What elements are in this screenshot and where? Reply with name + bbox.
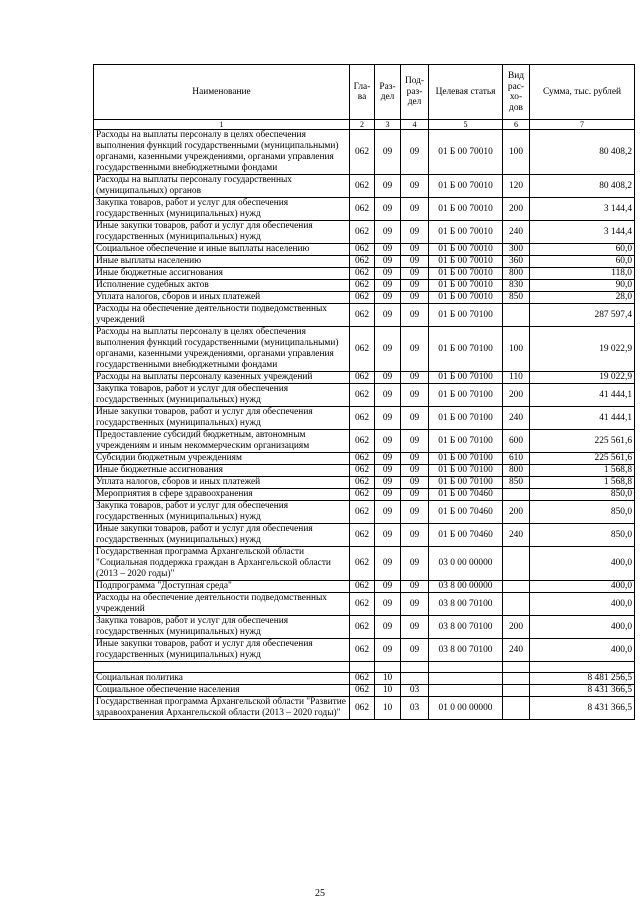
cell-summa: 287 597,4 xyxy=(530,304,635,327)
cell-podrazdel: 09 xyxy=(401,593,429,616)
empty-cell xyxy=(429,662,503,673)
table-row xyxy=(94,489,635,501)
table-row xyxy=(94,685,635,697)
colnum: 6 xyxy=(503,120,530,130)
cell-tselevaya: 01 Б 00 70100 xyxy=(429,430,503,453)
cell-name: Подпрограмма "Доступная среда" xyxy=(94,581,350,593)
cell-tselevaya: 01 Б 00 70010 xyxy=(429,221,503,244)
cell-podrazdel: 09 xyxy=(401,372,429,384)
cell-razdel: 09 xyxy=(375,384,401,407)
cell-tselevaya: 01 Б 00 70010 xyxy=(429,256,503,268)
cell-name: Закупка товаров, работ и услуг для обеспечения государственных (муниципальных) нужд xyxy=(94,501,350,524)
cell-razdel: 09 xyxy=(375,292,401,304)
cell-podrazdel: 09 xyxy=(401,616,429,639)
cell-razdel: 09 xyxy=(375,221,401,244)
budget-table xyxy=(93,64,635,720)
cell-razdel: 09 xyxy=(375,407,401,430)
cell-tselevaya xyxy=(429,673,503,685)
cell-name: Расходы на обеспечение деятельности подведомственных учреждений xyxy=(94,304,350,327)
cell-podrazdel: 09 xyxy=(401,384,429,407)
cell-podrazdel: 09 xyxy=(401,524,429,547)
cell-podrazdel: 09 xyxy=(401,256,429,268)
cell-vid: 100 xyxy=(503,327,530,372)
cell-tselevaya: 03 8 00 70100 xyxy=(429,593,503,616)
cell-vid: 600 xyxy=(503,430,530,453)
cell-podrazdel: 09 xyxy=(401,489,429,501)
cell-podrazdel: 03 xyxy=(401,685,429,697)
cell-podrazdel xyxy=(401,673,429,685)
cell-name: Иные бюджетные ассигнования xyxy=(94,268,350,280)
cell-summa: 850,0 xyxy=(530,489,635,501)
cell-summa: 28,0 xyxy=(530,292,635,304)
cell-name: Социальная политика xyxy=(94,673,350,685)
table-row xyxy=(94,616,635,639)
table-row xyxy=(94,639,635,662)
table-row xyxy=(94,697,635,720)
cell-podrazdel: 09 xyxy=(401,198,429,221)
colnum: 3 xyxy=(375,120,401,130)
cell-tselevaya: 01 Б 00 70100 xyxy=(429,304,503,327)
table-row xyxy=(94,221,635,244)
blank-row xyxy=(94,662,635,673)
cell-summa: 90,0 xyxy=(530,280,635,292)
cell-razdel: 09 xyxy=(375,372,401,384)
cell-vid: 120 xyxy=(503,175,530,198)
cell-glava: 062 xyxy=(350,256,375,268)
cell-razdel: 09 xyxy=(375,175,401,198)
cell-name: Закупка товаров, работ и услуг для обеспечения государственных (муниципальных) нужд xyxy=(94,384,350,407)
cell-vid xyxy=(503,547,530,581)
cell-razdel: 09 xyxy=(375,198,401,221)
page-number: 25 xyxy=(315,888,325,899)
cell-vid: 240 xyxy=(503,221,530,244)
cell-name: Иные бюджетные ассигнования xyxy=(94,465,350,477)
cell-glava: 062 xyxy=(350,465,375,477)
cell-razdel: 09 xyxy=(375,489,401,501)
cell-razdel: 09 xyxy=(375,430,401,453)
cell-glava: 062 xyxy=(350,304,375,327)
cell-name: Уплата налогов, сборов и иных платежей xyxy=(94,292,350,304)
cell-summa: 8 431 366,5 xyxy=(530,685,635,697)
table-row xyxy=(94,477,635,489)
cell-razdel: 10 xyxy=(375,673,401,685)
header-podrazdel: Под-раз-дел xyxy=(401,65,429,120)
cell-name: Уплата налогов, сборов и иных платежей xyxy=(94,477,350,489)
table-row xyxy=(94,453,635,465)
cell-tselevaya: 03 8 00 70100 xyxy=(429,616,503,639)
cell-podrazdel: 09 xyxy=(401,221,429,244)
cell-glava: 062 xyxy=(350,639,375,662)
empty-cell xyxy=(350,662,375,673)
cell-name: Иные закупки товаров, работ и услуг для обеспечения государственных (муниципальных) нужд xyxy=(94,407,350,430)
cell-summa: 1 568,8 xyxy=(530,465,635,477)
cell-vid: 800 xyxy=(503,465,530,477)
cell-podrazdel: 09 xyxy=(401,547,429,581)
cell-podrazdel: 09 xyxy=(401,465,429,477)
table-row xyxy=(94,198,635,221)
cell-glava: 062 xyxy=(350,244,375,256)
empty-cell xyxy=(530,662,635,673)
cell-vid: 850 xyxy=(503,477,530,489)
cell-razdel: 09 xyxy=(375,524,401,547)
cell-glava: 062 xyxy=(350,407,375,430)
cell-glava: 062 xyxy=(350,130,375,175)
cell-razdel: 09 xyxy=(375,465,401,477)
cell-glava: 062 xyxy=(350,221,375,244)
table-row xyxy=(94,292,635,304)
cell-podrazdel: 09 xyxy=(401,268,429,280)
cell-glava: 062 xyxy=(350,489,375,501)
cell-summa: 1 568,8 xyxy=(530,477,635,489)
cell-tselevaya: 01 Б 00 70010 xyxy=(429,175,503,198)
cell-summa: 41 444,1 xyxy=(530,384,635,407)
cell-tselevaya: 01 Б 00 70100 xyxy=(429,372,503,384)
cell-tselevaya: 03 8 00 70100 xyxy=(429,639,503,662)
cell-vid: 240 xyxy=(503,639,530,662)
table-row xyxy=(94,673,635,685)
empty-cell xyxy=(503,662,530,673)
cell-podrazdel: 09 xyxy=(401,304,429,327)
cell-podrazdel: 09 xyxy=(401,581,429,593)
cell-glava: 062 xyxy=(350,280,375,292)
cell-name: Расходы на обеспечение деятельности подведомственных учреждений xyxy=(94,593,350,616)
table-row xyxy=(94,524,635,547)
header-tselevaya: Целевая статья xyxy=(429,65,503,120)
cell-podrazdel: 09 xyxy=(401,639,429,662)
cell-name: Иные закупки товаров, работ и услуг для обеспечения государственных (муниципальных) нужд xyxy=(94,639,350,662)
cell-vid: 360 xyxy=(503,256,530,268)
cell-glava: 062 xyxy=(350,616,375,639)
table-row xyxy=(94,304,635,327)
cell-tselevaya: 01 Б 00 70100 xyxy=(429,465,503,477)
cell-summa: 118,0 xyxy=(530,268,635,280)
cell-razdel: 09 xyxy=(375,477,401,489)
cell-tselevaya: 01 Б 00 70100 xyxy=(429,327,503,372)
colnum: 2 xyxy=(350,120,375,130)
cell-summa: 19 022,9 xyxy=(530,372,635,384)
cell-glava: 062 xyxy=(350,477,375,489)
cell-razdel: 09 xyxy=(375,616,401,639)
cell-razdel: 09 xyxy=(375,280,401,292)
cell-tselevaya: 01 Б 00 70100 xyxy=(429,477,503,489)
cell-razdel: 09 xyxy=(375,327,401,372)
table-row xyxy=(94,327,635,372)
cell-tselevaya: 01 Б 00 70010 xyxy=(429,130,503,175)
cell-name: Иные выплаты населению xyxy=(94,256,350,268)
colnum: 7 xyxy=(530,120,635,130)
cell-name: Расходы на выплаты персоналу в целях обеспечения выполнения функций государственными (муниципальными) органами, казенными учреждениями, органами управления государственными внебюджетными фондами xyxy=(94,130,350,175)
cell-summa: 80 408,2 xyxy=(530,130,635,175)
cell-name: Исполнение судебных актов xyxy=(94,280,350,292)
table-row xyxy=(94,372,635,384)
cell-razdel: 09 xyxy=(375,593,401,616)
cell-tselevaya: 03 8 00 00000 xyxy=(429,581,503,593)
cell-podrazdel: 09 xyxy=(401,407,429,430)
table-row xyxy=(94,256,635,268)
table-row xyxy=(94,430,635,453)
cell-podrazdel: 09 xyxy=(401,453,429,465)
cell-vid: 800 xyxy=(503,268,530,280)
cell-glava: 062 xyxy=(350,501,375,524)
header-name: Наименование xyxy=(94,65,350,120)
cell-tselevaya: 01 Б 00 70100 xyxy=(429,407,503,430)
cell-vid: 300 xyxy=(503,244,530,256)
cell-summa: 41 444,1 xyxy=(530,407,635,430)
empty-cell xyxy=(401,662,429,673)
cell-razdel: 09 xyxy=(375,268,401,280)
header-glava: Гла-ва xyxy=(350,65,375,120)
header-row xyxy=(94,65,635,120)
table-row xyxy=(94,384,635,407)
cell-vid xyxy=(503,593,530,616)
cell-vid: 850 xyxy=(503,292,530,304)
cell-summa: 400,0 xyxy=(530,547,635,581)
cell-glava: 062 xyxy=(350,673,375,685)
table-row xyxy=(94,244,635,256)
cell-glava: 062 xyxy=(350,430,375,453)
cell-summa: 3 144,4 xyxy=(530,198,635,221)
cell-summa: 60,0 xyxy=(530,256,635,268)
cell-vid xyxy=(503,581,530,593)
table-row xyxy=(94,280,635,292)
table-row xyxy=(94,130,635,175)
cell-razdel: 09 xyxy=(375,304,401,327)
colnum: 1 xyxy=(94,120,350,130)
cell-vid: 100 xyxy=(503,130,530,175)
header-razdel: Раз-дел xyxy=(375,65,401,120)
cell-podrazdel: 09 xyxy=(401,477,429,489)
table-row xyxy=(94,581,635,593)
cell-podrazdel: 03 xyxy=(401,697,429,720)
cell-vid: 200 xyxy=(503,198,530,221)
cell-razdel: 09 xyxy=(375,453,401,465)
cell-tselevaya: 01 Б 00 70460 xyxy=(429,501,503,524)
cell-tselevaya: 03 0 00 00000 xyxy=(429,547,503,581)
cell-razdel: 09 xyxy=(375,256,401,268)
cell-vid: 610 xyxy=(503,453,530,465)
cell-name: Государственная программа Архангельской области "Социальная поддержка граждан в Архангельской области (2013 – 2020 годы)" xyxy=(94,547,350,581)
cell-podrazdel: 09 xyxy=(401,130,429,175)
cell-name: Расходы на выплаты персоналу в целях обеспечения выполнения функций государственными (муниципальными) органами, казенными учреждениями, органами управления государственными внебюджетными фондами xyxy=(94,327,350,372)
cell-summa: 19 022,9 xyxy=(530,327,635,372)
cell-razdel: 09 xyxy=(375,244,401,256)
cell-podrazdel: 09 xyxy=(401,327,429,372)
cell-razdel: 10 xyxy=(375,685,401,697)
cell-tselevaya: 01 Б 00 70460 xyxy=(429,524,503,547)
cell-podrazdel: 09 xyxy=(401,292,429,304)
cell-name: Закупка товаров, работ и услуг для обеспечения государственных (муниципальных) нужд xyxy=(94,616,350,639)
cell-tselevaya: 01 Б 00 70010 xyxy=(429,292,503,304)
cell-glava: 062 xyxy=(350,268,375,280)
cell-name: Социальное обеспечение и иные выплаты населению xyxy=(94,244,350,256)
cell-razdel: 09 xyxy=(375,501,401,524)
cell-summa: 8 481 256,5 xyxy=(530,673,635,685)
cell-glava: 062 xyxy=(350,593,375,616)
cell-tselevaya: 01 Б 00 70010 xyxy=(429,198,503,221)
cell-glava: 062 xyxy=(350,685,375,697)
cell-podrazdel: 09 xyxy=(401,175,429,198)
colnum: 5 xyxy=(429,120,503,130)
cell-vid xyxy=(503,489,530,501)
cell-name: Закупка товаров, работ и услуг для обеспечения государственных (муниципальных) нужд xyxy=(94,198,350,221)
cell-tselevaya: 01 Б 00 70010 xyxy=(429,244,503,256)
table-row xyxy=(94,593,635,616)
cell-podrazdel: 09 xyxy=(401,244,429,256)
cell-summa: 400,0 xyxy=(530,593,635,616)
column-number-row xyxy=(94,120,635,130)
cell-podrazdel: 09 xyxy=(401,501,429,524)
cell-summa: 3 144,4 xyxy=(530,221,635,244)
cell-podrazdel: 09 xyxy=(401,280,429,292)
cell-summa: 400,0 xyxy=(530,616,635,639)
cell-summa: 400,0 xyxy=(530,639,635,662)
cell-glava: 062 xyxy=(350,547,375,581)
cell-name: Социальное обеспечение населения xyxy=(94,685,350,697)
cell-summa: 850,0 xyxy=(530,524,635,547)
cell-tselevaya: 01 Б 00 70100 xyxy=(429,384,503,407)
cell-summa: 850,0 xyxy=(530,501,635,524)
cell-name: Субсидии бюджетным учреждениям xyxy=(94,453,350,465)
cell-glava: 062 xyxy=(350,384,375,407)
header-vid: Вид рас-хо-дов xyxy=(503,65,530,120)
cell-vid xyxy=(503,304,530,327)
table-row xyxy=(94,501,635,524)
cell-glava: 062 xyxy=(350,327,375,372)
cell-razdel: 09 xyxy=(375,130,401,175)
colnum: 4 xyxy=(401,120,429,130)
cell-vid xyxy=(503,697,530,720)
cell-vid: 200 xyxy=(503,616,530,639)
empty-cell xyxy=(94,662,350,673)
cell-summa: 60,0 xyxy=(530,244,635,256)
table-row xyxy=(94,175,635,198)
cell-summa: 8 431 366,5 xyxy=(530,697,635,720)
header-summa: Сумма, тыс. рублей xyxy=(530,65,635,120)
cell-razdel: 09 xyxy=(375,639,401,662)
table-row xyxy=(94,407,635,430)
table-row xyxy=(94,268,635,280)
cell-podrazdel: 09 xyxy=(401,430,429,453)
cell-tselevaya xyxy=(429,685,503,697)
cell-name: Расходы на выплаты персоналу казенных учреждений xyxy=(94,372,350,384)
cell-vid: 200 xyxy=(503,384,530,407)
cell-vid: 240 xyxy=(503,407,530,430)
cell-summa: 225 561,6 xyxy=(530,453,635,465)
cell-summa: 80 408,2 xyxy=(530,175,635,198)
cell-tselevaya: 01 Б 00 70100 xyxy=(429,453,503,465)
cell-vid: 830 xyxy=(503,280,530,292)
cell-tselevaya: 01 Б 00 70460 xyxy=(429,489,503,501)
cell-glava: 062 xyxy=(350,198,375,221)
cell-razdel: 09 xyxy=(375,547,401,581)
cell-name: Мероприятия в сфере здравоохранения xyxy=(94,489,350,501)
cell-summa: 225 561,6 xyxy=(530,430,635,453)
cell-vid: 110 xyxy=(503,372,530,384)
cell-glava: 062 xyxy=(350,524,375,547)
cell-name: Иные закупки товаров, работ и услуг для обеспечения государственных (муниципальных) нужд xyxy=(94,221,350,244)
cell-vid: 240 xyxy=(503,524,530,547)
cell-glava: 062 xyxy=(350,581,375,593)
table-row xyxy=(94,465,635,477)
cell-tselevaya: 01 Б 00 70010 xyxy=(429,280,503,292)
cell-vid xyxy=(503,673,530,685)
cell-name: Расходы на выплаты персоналу государственных (муниципальных) органов xyxy=(94,175,350,198)
cell-glava: 062 xyxy=(350,697,375,720)
cell-tselevaya: 01 Б 00 70010 xyxy=(429,268,503,280)
cell-glava: 062 xyxy=(350,175,375,198)
cell-tselevaya: 01 0 00 00000 xyxy=(429,697,503,720)
cell-glava: 062 xyxy=(350,453,375,465)
cell-name: Предоставление субсидий бюджетным, автономным учреждениям и иным некоммерческим организациям xyxy=(94,430,350,453)
table-row xyxy=(94,547,635,581)
table-body xyxy=(94,130,635,720)
cell-name: Государственная программа Архангельской области "Развитие здравоохранения Архангельской области (2013 – 2020 годы)" xyxy=(94,697,350,720)
cell-glava: 062 xyxy=(350,292,375,304)
cell-vid xyxy=(503,685,530,697)
cell-razdel: 09 xyxy=(375,581,401,593)
cell-vid: 200 xyxy=(503,501,530,524)
empty-cell xyxy=(375,662,401,673)
cell-razdel: 10 xyxy=(375,697,401,720)
cell-name: Иные закупки товаров, работ и услуг для обеспечения государственных (муниципальных) нужд xyxy=(94,524,350,547)
cell-glava: 062 xyxy=(350,372,375,384)
cell-summa: 400,0 xyxy=(530,581,635,593)
